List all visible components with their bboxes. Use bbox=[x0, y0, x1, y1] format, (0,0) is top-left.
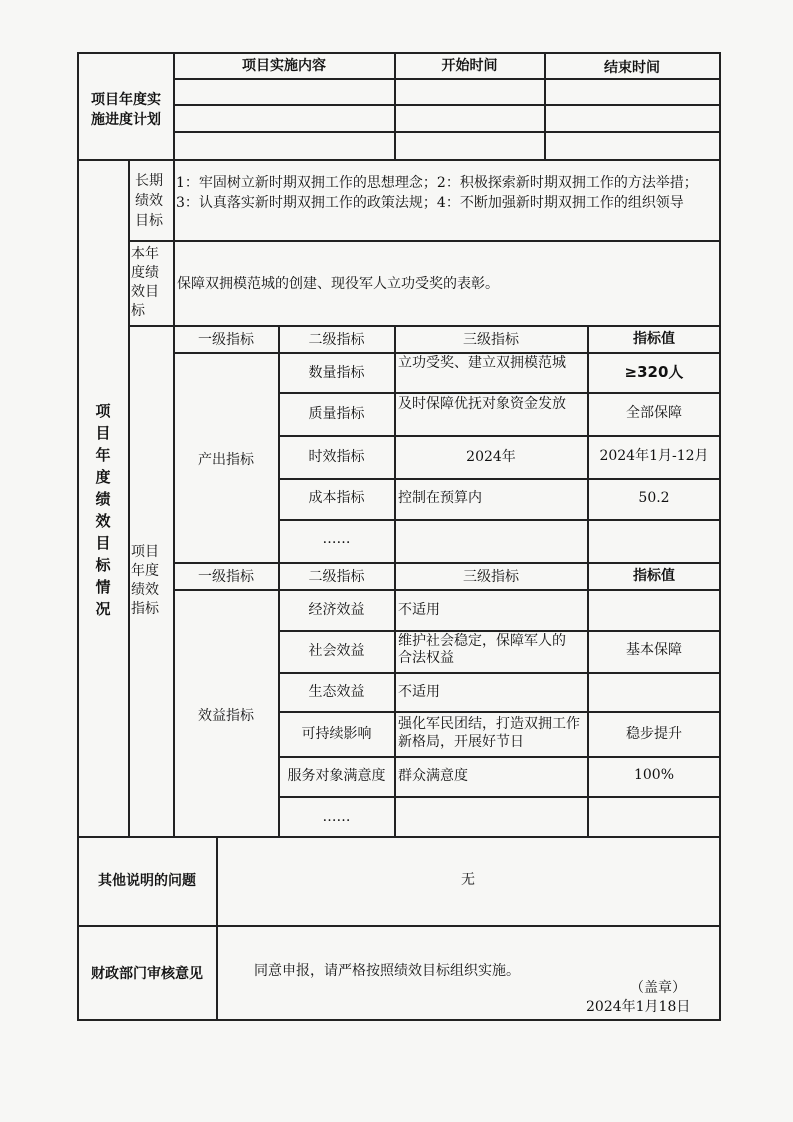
level2-cell: 服务对象满意度 bbox=[287, 768, 386, 784]
level2-cell: 时效指标 bbox=[308, 449, 365, 465]
schedule-header-start: 开始时间 bbox=[441, 58, 498, 74]
value-cell: 2024年1月-12月 bbox=[599, 448, 709, 464]
indicator-header-level1: 一级指标 bbox=[198, 569, 254, 585]
review-seal: （盖章） bbox=[630, 980, 686, 996]
indicator-header-level3: 三级指标 bbox=[463, 569, 519, 585]
level3-cell: 立功受奖、建立双拥模范城 bbox=[398, 355, 566, 371]
level3-cell: 控制在预算内 bbox=[398, 490, 482, 506]
value-cell: 稳步提升 bbox=[626, 726, 682, 742]
schedule-header-content: 项目实施内容 bbox=[242, 58, 326, 74]
long-term-goal-label: 长期绩效目标 bbox=[135, 173, 163, 229]
value-cell: 50.2 bbox=[638, 490, 670, 506]
level2-cell: 社会效益 bbox=[308, 643, 365, 659]
indicator-header-level2: 二级指标 bbox=[308, 332, 365, 348]
annual-goal-label: 本年度绩效目标 bbox=[131, 246, 159, 319]
review-label: 财政部门审核意见 bbox=[91, 966, 203, 982]
level2-cell: 成本指标 bbox=[308, 490, 365, 506]
indicator-header-level1: 一级指标 bbox=[198, 332, 254, 348]
indicator-header-level3: 三级指标 bbox=[463, 332, 519, 348]
level3-cell: 不适用 bbox=[398, 684, 440, 700]
level2-cell: 生态效益 bbox=[308, 684, 365, 700]
other-text: 无 bbox=[461, 872, 475, 888]
review-text: 同意申报，请严格按照绩效目标组织实施。 bbox=[254, 963, 520, 979]
level2-cell: 数量指标 bbox=[308, 365, 365, 381]
indicators-label: 项目年度绩效指标 bbox=[131, 544, 159, 617]
benefit-indicator-label: 效益指标 bbox=[198, 708, 254, 724]
annual-goal-text: 保障双拥模范城的创建、现役军人立功受奖的表彰。 bbox=[177, 276, 499, 292]
level2-cell: …… bbox=[322, 809, 351, 825]
long-term-goal-text: 1：牢固树立新时期双拥工作的思想理念；2：积极探索新时期双拥工作的方法举措；3：认真落实新时期双拥工作的政策法规；4：不断加强新时期双拥工作的组织领导 bbox=[176, 175, 698, 211]
level2-cell: 可持续影响 bbox=[301, 726, 372, 742]
output-indicator-label: 产出指标 bbox=[198, 452, 254, 468]
indicator-header-value: 指标值 bbox=[633, 331, 675, 347]
indicator-header-level2: 二级指标 bbox=[308, 569, 365, 585]
indicator-header-value: 指标值 bbox=[633, 568, 675, 584]
other-label: 其他说明的问题 bbox=[98, 873, 196, 889]
level3-cell: 群众满意度 bbox=[398, 768, 468, 784]
level3-cell: 维护社会稳定，保障军人的合法权益 bbox=[398, 633, 566, 666]
level3-cell: 及时保障优抚对象资金发放 bbox=[398, 396, 566, 412]
value-cell: 基本保障 bbox=[626, 642, 682, 658]
schedule-header-end: 结束时间 bbox=[604, 60, 660, 76]
level3-cell: 不适用 bbox=[398, 602, 440, 618]
goals-section-label: 项目年度绩效目标情况 bbox=[95, 402, 111, 618]
level2-cell: 质量指标 bbox=[308, 406, 365, 422]
value-cell: ≥320人 bbox=[624, 363, 684, 381]
schedule-row-label: 项目年度实施进度计划 bbox=[91, 92, 161, 128]
level2-cell: …… bbox=[322, 531, 351, 547]
value-cell: 100% bbox=[633, 767, 675, 783]
level2-cell: 经济效益 bbox=[308, 602, 365, 618]
value-cell: 全部保障 bbox=[626, 405, 682, 421]
level3-cell: 2024年 bbox=[466, 449, 516, 465]
level3-cell: 强化军民团结，打造双拥工作新格局，开展好节日 bbox=[398, 716, 580, 750]
review-date: 2024年1月18日 bbox=[586, 999, 691, 1015]
